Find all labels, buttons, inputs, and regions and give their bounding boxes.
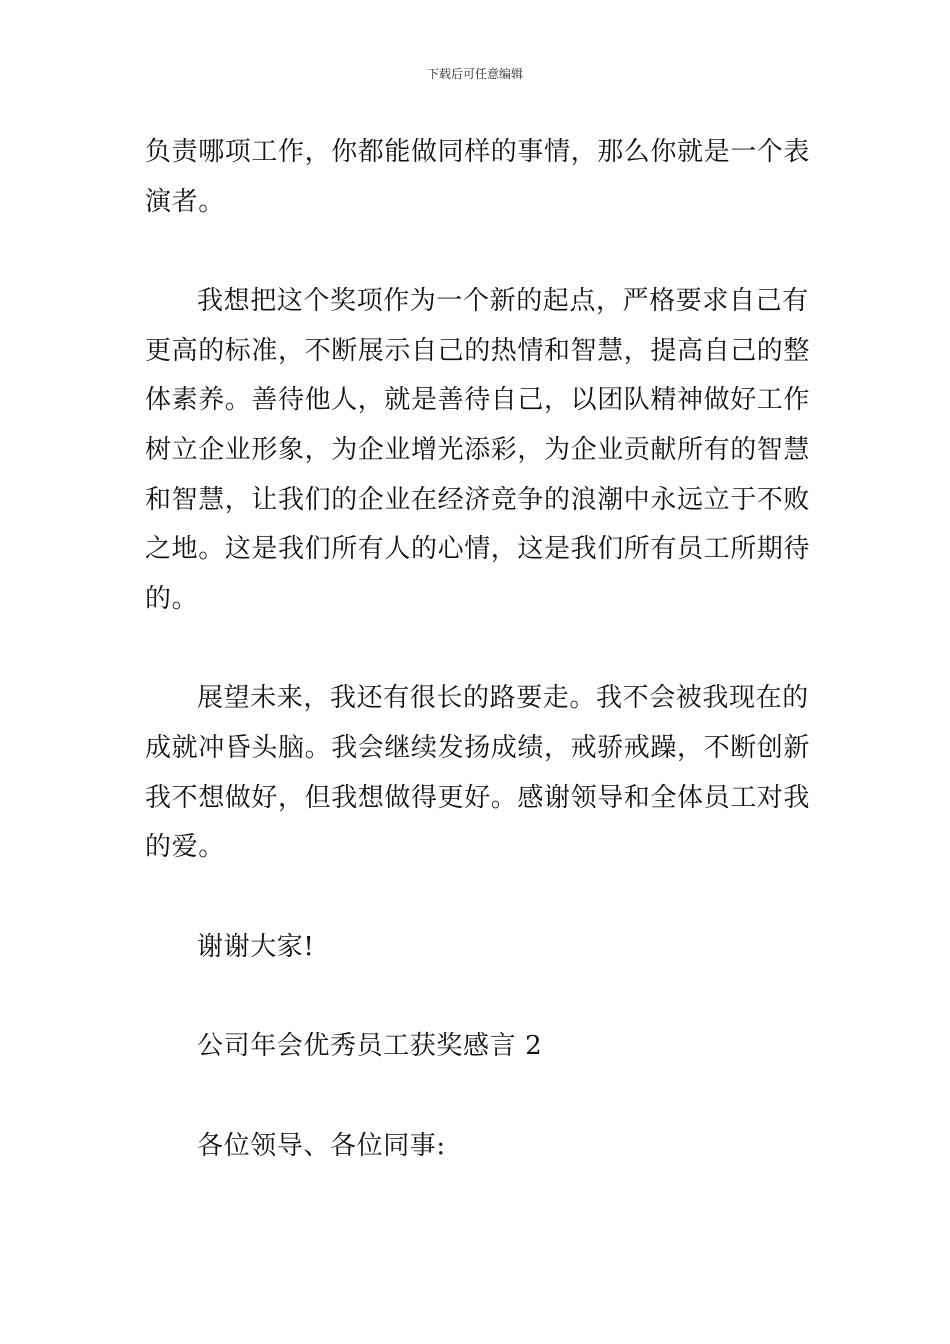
salutation: 各位领导、各位同事: [197,1130,446,1161]
paragraph-continuation: 负责哪项工作，你都能做同样的事情，那么你就是一个表演者。 [145,137,811,217]
page-header: 下载后可任意编辑 [426,67,523,81]
paragraph-looking-forward: 展望未来，我还有很长的路要走。我不会被我现在的成就冲昏头脑。我会继续发扬成绩，戒骄戒躁，不断创新我不想做好，但我想做得更好。感谢领导和全体员工对我的爱。 [145,683,811,863]
paragraph-new-starting-point: 我想把这个奖项作为一个新的起点，严格要求自己有更高的标准，不断展示自己的热情和智慧，提高自己的整体素养。善待他人，就是善待自己，以团队精神做好工作树立企业形象，为企业增光添彩，为企业贡献所有的智慧和智慧，让我们的企业在经济竞争的浪潮中永远立于不败之地。这是我们所有人的心情，这是我们所有员工所期待的。 [145,286,811,614]
paragraph-thanks: 谢谢大家! [197,931,315,962]
section-title: 公司年会优秀员工获奖感言 2 [197,1031,543,1062]
document-body [145,128,810,1172]
